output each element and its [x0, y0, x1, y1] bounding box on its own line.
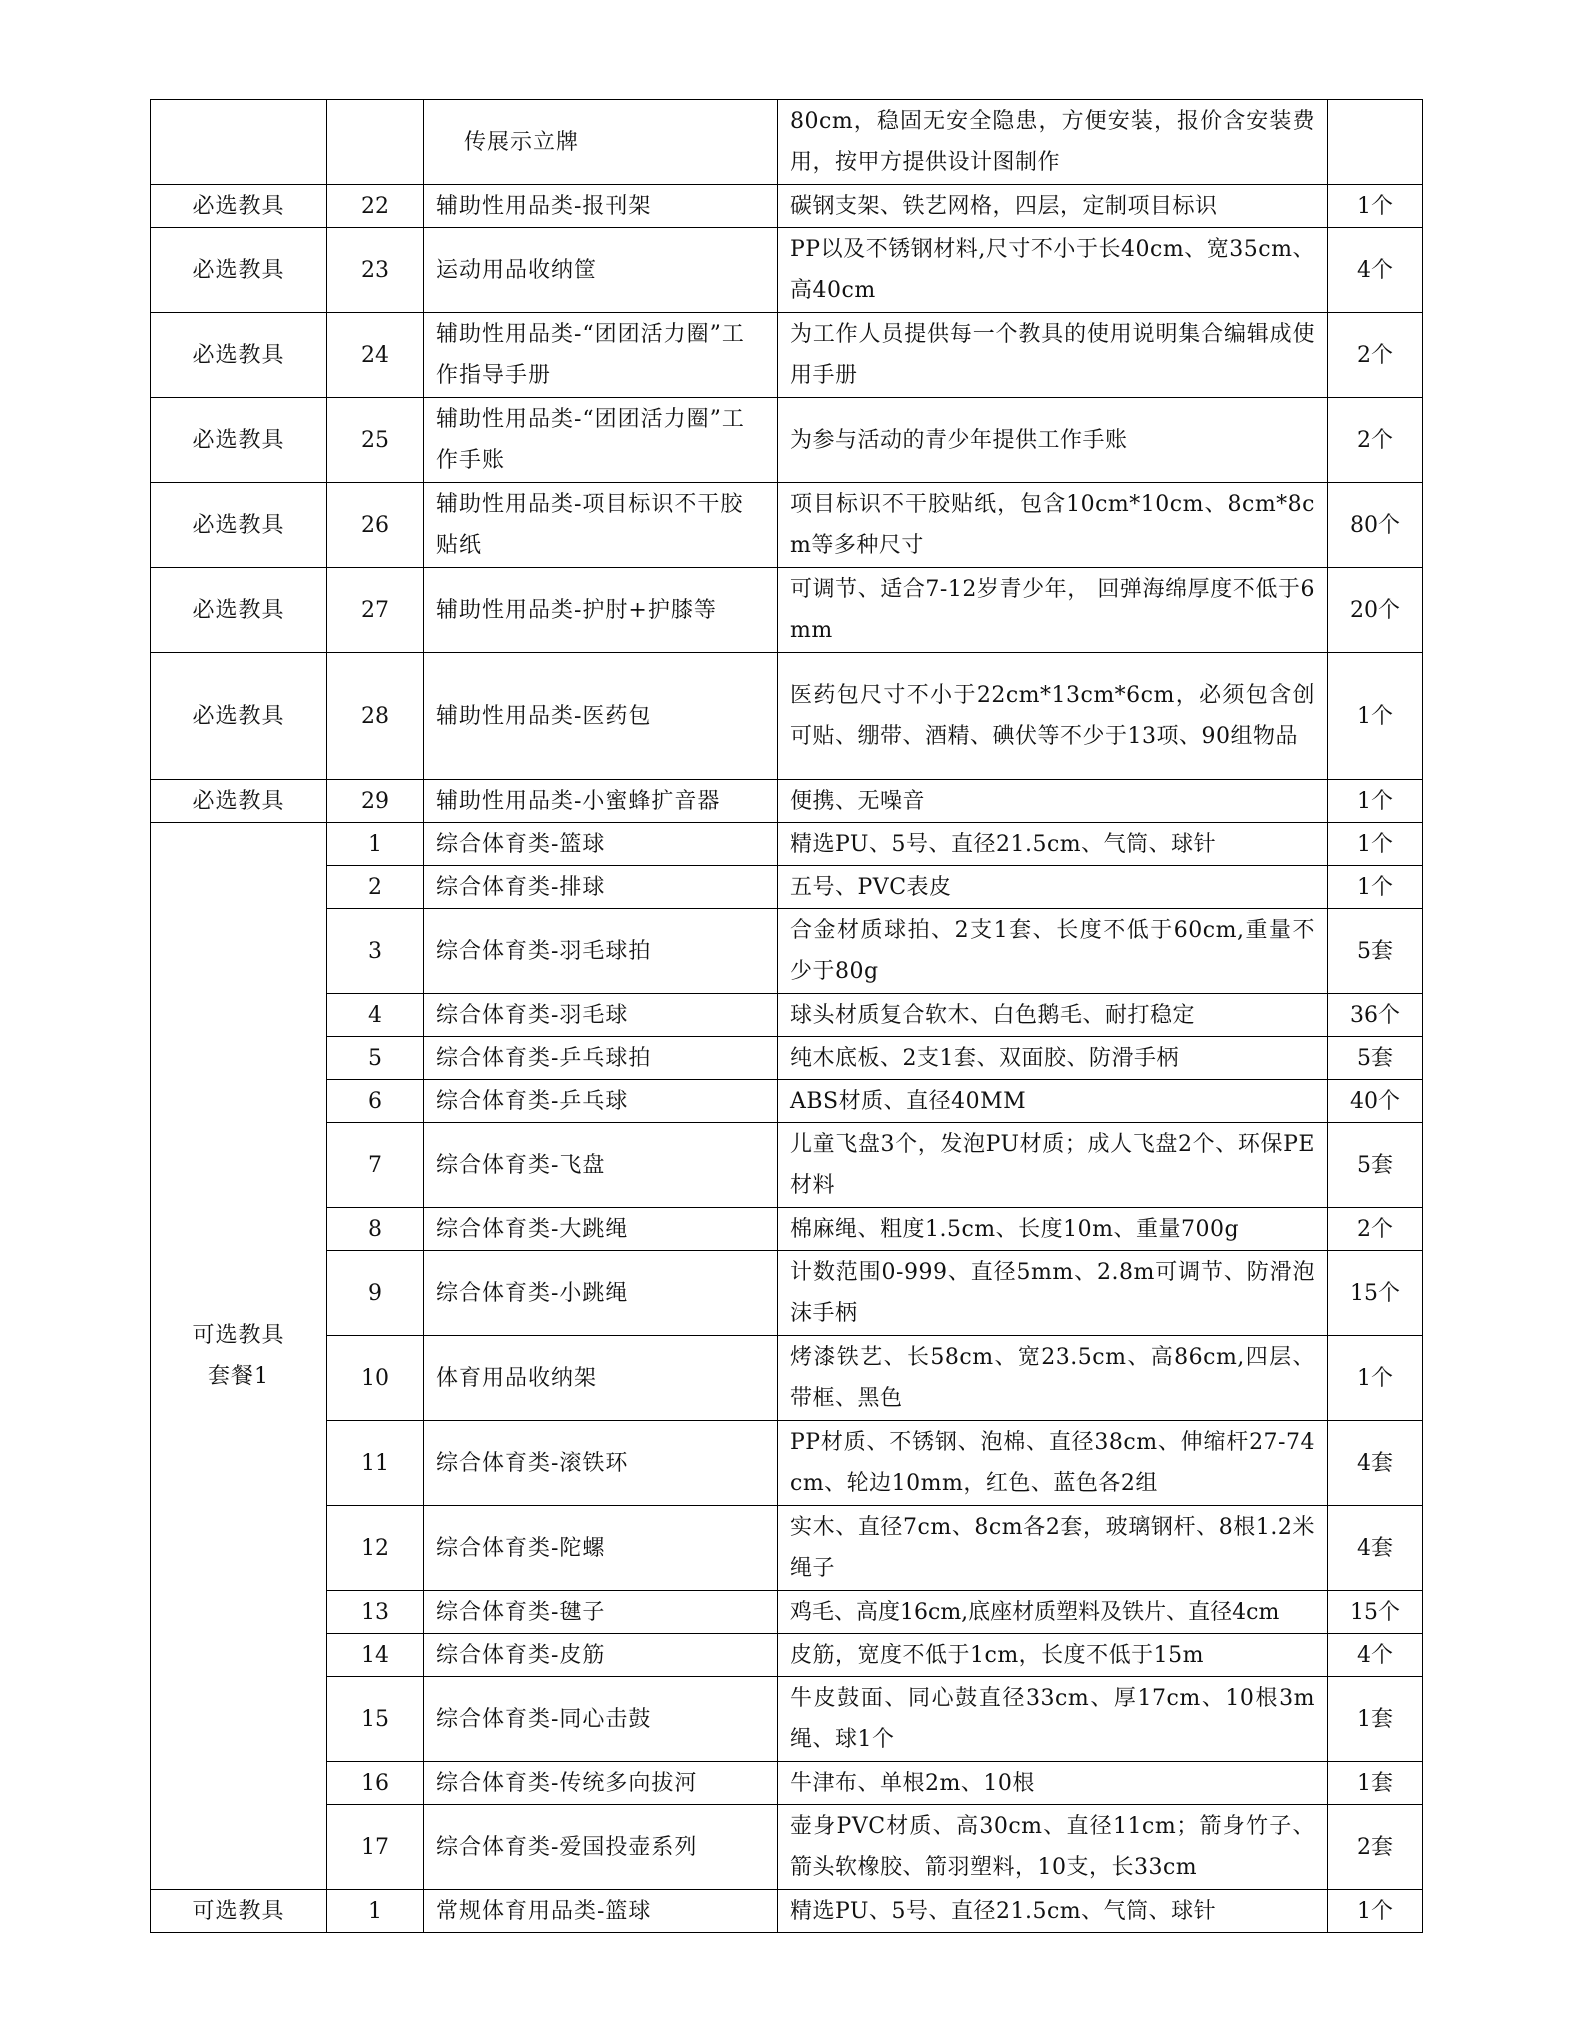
table-row	[151, 1890, 1423, 1933]
spec-cell: 80cm，稳固无安全隐患，方便安装，报价含安装费用，按甲方提供设计图制作	[778, 100, 1328, 185]
spec-cell: 球头材质复合软木、白色鹅毛、耐打稳定	[778, 994, 1328, 1037]
number-cell: 13	[327, 1591, 424, 1634]
spec-cell: 儿童飞盘3个，发泡PU材质；成人飞盘2个、环保PE材料	[778, 1123, 1328, 1208]
spec-cell: ABS材质、直径40MM	[778, 1080, 1328, 1123]
table-row	[151, 1421, 1423, 1506]
table-row	[151, 228, 1423, 313]
item-name-cell: 辅助性用品类-医药包	[424, 653, 778, 780]
table-row	[151, 1336, 1423, 1421]
spec-cell: 精选PU、5号、直径21.5cm、气筒、球针	[778, 823, 1328, 866]
quantity-cell: 80个	[1328, 483, 1423, 568]
quantity-cell: 2个	[1328, 1208, 1423, 1251]
item-name-cell: 体育用品收纳架	[424, 1336, 778, 1421]
number-cell: 23	[327, 228, 424, 313]
table-row	[151, 653, 1423, 780]
item-name-cell: 综合体育类-陀螺	[424, 1506, 778, 1591]
quantity-cell: 1个	[1328, 653, 1423, 780]
item-name-cell: 辅助性用品类-小蜜蜂扩音器	[424, 780, 778, 823]
number-cell: 6	[327, 1080, 424, 1123]
number-cell: 8	[327, 1208, 424, 1251]
item-name-cell: 综合体育类-排球	[424, 866, 778, 909]
item-name-cell: 综合体育类-飞盘	[424, 1123, 778, 1208]
item-name-cell: 综合体育类-滚铁环	[424, 1421, 778, 1506]
quantity-cell: 5套	[1328, 1123, 1423, 1208]
table-row	[151, 1123, 1423, 1208]
table-row	[151, 1037, 1423, 1080]
number-cell: 5	[327, 1037, 424, 1080]
spec-cell: 五号、PVC表皮	[778, 866, 1328, 909]
item-name-cell: 综合体育类-篮球	[424, 823, 778, 866]
table-row	[151, 780, 1423, 823]
category-cell: 必选教具	[151, 780, 327, 823]
quantity-cell: 4个	[1328, 1634, 1423, 1677]
quantity-cell: 2个	[1328, 313, 1423, 398]
number-cell: 14	[327, 1634, 424, 1677]
number-cell	[327, 100, 424, 185]
quantity-cell: 1个	[1328, 1890, 1423, 1933]
package-category-cell	[151, 823, 327, 1890]
spec-cell: 棉麻绳、粗度1.5cm、长度10m、重量700g	[778, 1208, 1328, 1251]
package-category-line1: 可选教具	[192, 1323, 285, 1348]
category-cell: 可选教具	[151, 1890, 327, 1933]
spec-cell: 牛皮鼓面、同心鼓直径33cm、厚17cm、10根3m绳、球1个	[778, 1677, 1328, 1762]
quantity-cell: 40个	[1328, 1080, 1423, 1123]
equipment-spec-table	[150, 99, 1423, 1933]
table-row	[151, 568, 1423, 653]
item-name-cell: 综合体育类-毽子	[424, 1591, 778, 1634]
quantity-cell: 4个	[1328, 228, 1423, 313]
quantity-cell: 1套	[1328, 1762, 1423, 1805]
table-row	[151, 909, 1423, 994]
spec-cell: PP以及不锈钢材料,尺寸不小于长40cm、宽35cm、高40cm	[778, 228, 1328, 313]
item-name-cell: 辅助性用品类-护肘+护膝等	[424, 568, 778, 653]
item-name-cell: 常规体育用品类-篮球	[424, 1890, 778, 1933]
item-name-cell: 辅助性用品类-“团团活力圈”工作手账	[424, 398, 778, 483]
number-cell: 27	[327, 568, 424, 653]
number-cell: 28	[327, 653, 424, 780]
number-cell: 1	[327, 1890, 424, 1933]
quantity-cell: 15个	[1328, 1251, 1423, 1336]
table-row	[151, 100, 1423, 185]
spec-cell: 计数范围0-999、直径5mm、2.8m可调节、防滑泡沫手柄	[778, 1251, 1328, 1336]
spec-cell: 鸡毛、高度16cm,底座材质塑料及铁片、直径4cm	[778, 1591, 1328, 1634]
table-row	[151, 1251, 1423, 1336]
spec-cell: 医药包尺寸不小于22cm*13cm*6cm，必须包含创可贴、绷带、酒精、碘伏等不少于13项、90组物品	[778, 653, 1328, 780]
quantity-cell: 1个	[1328, 780, 1423, 823]
item-name-cell: 综合体育类-爱国投壶系列	[424, 1805, 778, 1890]
quantity-cell: 2套	[1328, 1805, 1423, 1890]
package-category-line2: 套餐1	[208, 1364, 269, 1389]
item-name-cell: 辅助性用品类-“团团活力圈”工作指导手册	[424, 313, 778, 398]
category-cell	[151, 100, 327, 185]
item-name-cell: 综合体育类-羽毛球拍	[424, 909, 778, 994]
quantity-cell: 5套	[1328, 1037, 1423, 1080]
quantity-cell: 1个	[1328, 1336, 1423, 1421]
table-row	[151, 1634, 1423, 1677]
quantity-cell: 36个	[1328, 994, 1423, 1037]
spec-cell: 纯木底板、2支1套、双面胶、防滑手柄	[778, 1037, 1328, 1080]
table-row	[151, 866, 1423, 909]
number-cell: 7	[327, 1123, 424, 1208]
number-cell: 11	[327, 1421, 424, 1506]
table-row	[151, 1677, 1423, 1762]
item-name-cell: 综合体育类-皮筋	[424, 1634, 778, 1677]
table-row	[151, 1080, 1423, 1123]
number-cell: 26	[327, 483, 424, 568]
category-cell: 必选教具	[151, 568, 327, 653]
quantity-cell: 4套	[1328, 1506, 1423, 1591]
category-cell: 必选教具	[151, 228, 327, 313]
category-cell: 必选教具	[151, 653, 327, 780]
table-row	[151, 1762, 1423, 1805]
item-name-cell: 综合体育类-传统多向拔河	[424, 1762, 778, 1805]
number-cell: 10	[327, 1336, 424, 1421]
quantity-cell: 2个	[1328, 398, 1423, 483]
table-row	[151, 185, 1423, 228]
quantity-cell: 20个	[1328, 568, 1423, 653]
spec-cell: 项目标识不干胶贴纸，包含10cm*10cm、8cm*8cm等多种尺寸	[778, 483, 1328, 568]
number-cell: 22	[327, 185, 424, 228]
spec-cell: 皮筋，宽度不低于1cm，长度不低于15m	[778, 1634, 1328, 1677]
number-cell: 3	[327, 909, 424, 994]
table-row	[151, 313, 1423, 398]
spec-cell: 为工作人员提供每一个教具的使用说明集合编辑成使用手册	[778, 313, 1328, 398]
document-page	[150, 99, 1423, 1933]
item-name-cell: 综合体育类-乒乓球拍	[424, 1037, 778, 1080]
spec-cell: 便携、无噪音	[778, 780, 1328, 823]
quantity-cell: 1个	[1328, 185, 1423, 228]
quantity-cell	[1328, 100, 1423, 185]
category-cell: 必选教具	[151, 185, 327, 228]
table-row	[151, 1805, 1423, 1890]
table-row	[151, 994, 1423, 1037]
item-name-cell: 综合体育类-小跳绳	[424, 1251, 778, 1336]
table-row	[151, 483, 1423, 568]
number-cell: 2	[327, 866, 424, 909]
quantity-cell: 1套	[1328, 1677, 1423, 1762]
category-cell: 必选教具	[151, 398, 327, 483]
spec-cell: 精选PU、5号、直径21.5cm、气筒、球针	[778, 1890, 1328, 1933]
number-cell: 25	[327, 398, 424, 483]
item-name-cell: 综合体育类-羽毛球	[424, 994, 778, 1037]
spec-cell: 壶身PVC材质、高30cm、直径11cm；箭身竹子、箭头软橡胶、箭羽塑料，10支，长33cm	[778, 1805, 1328, 1890]
spec-cell: 烤漆铁艺、长58cm、宽23.5cm、高86cm,四层、带框、黑色	[778, 1336, 1328, 1421]
number-cell: 16	[327, 1762, 424, 1805]
number-cell: 12	[327, 1506, 424, 1591]
item-name-cell: 综合体育类-同心击鼓	[424, 1677, 778, 1762]
item-name-cell: 辅助性用品类-报刊架	[424, 185, 778, 228]
spec-cell: 合金材质球拍、2支1套、长度不低于60cm,重量不少于80g	[778, 909, 1328, 994]
table-row	[151, 398, 1423, 483]
table-row	[151, 1591, 1423, 1634]
spec-cell: 碳钢支架、铁艺网格，四层，定制项目标识	[778, 185, 1328, 228]
number-cell: 9	[327, 1251, 424, 1336]
quantity-cell: 5套	[1328, 909, 1423, 994]
number-cell: 15	[327, 1677, 424, 1762]
item-name-cell: 辅助性用品类-项目标识不干胶贴纸	[424, 483, 778, 568]
table-row	[151, 1506, 1423, 1591]
spec-cell: 牛津布、单根2m、10根	[778, 1762, 1328, 1805]
table-row	[151, 1208, 1423, 1251]
category-cell: 必选教具	[151, 483, 327, 568]
number-cell: 24	[327, 313, 424, 398]
number-cell: 4	[327, 994, 424, 1037]
category-cell: 必选教具	[151, 313, 327, 398]
quantity-cell: 1个	[1328, 823, 1423, 866]
spec-cell: 为参与活动的青少年提供工作手账	[778, 398, 1328, 483]
item-name-cell: 综合体育类-乒乓球	[424, 1080, 778, 1123]
table-row	[151, 823, 1423, 866]
number-cell: 17	[327, 1805, 424, 1890]
item-name-cell: 传展示立牌	[424, 100, 778, 185]
quantity-cell: 4套	[1328, 1421, 1423, 1506]
item-name-cell: 运动用品收纳筐	[424, 228, 778, 313]
spec-cell: 实木、直径7cm、8cm各2套，玻璃钢杆、8根1.2米绳子	[778, 1506, 1328, 1591]
number-cell: 1	[327, 823, 424, 866]
spec-cell: 可调节、适合7-12岁青少年， 回弹海绵厚度不低于6mm	[778, 568, 1328, 653]
number-cell: 29	[327, 780, 424, 823]
spec-cell: PP材质、不锈钢、泡棉、直径38cm、伸缩杆27-74cm、轮边10mm，红色、蓝色各2组	[778, 1421, 1328, 1506]
quantity-cell: 15个	[1328, 1591, 1423, 1634]
item-name-cell: 综合体育类-大跳绳	[424, 1208, 778, 1251]
quantity-cell: 1个	[1328, 866, 1423, 909]
